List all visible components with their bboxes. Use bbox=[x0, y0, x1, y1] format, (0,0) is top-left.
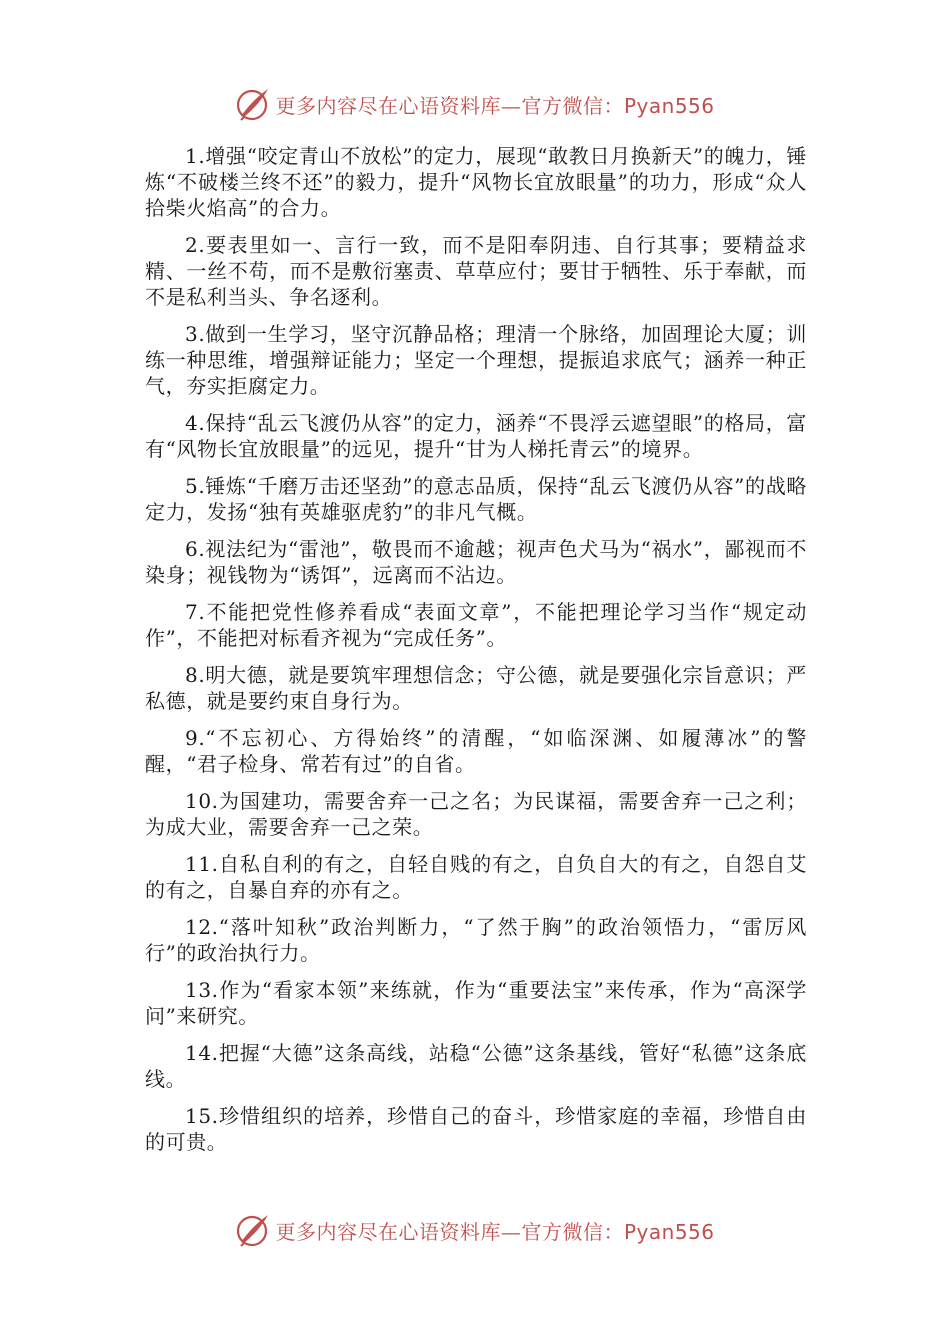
list-item: 3.做到一生学习，坚守沉静品格；理清一个脉络，加固理论大厦；训练一种思维，增强辩证能力；坚定一个理想，提振追求底气；涵养一种正气，夯实拒腐定力。 bbox=[145, 322, 807, 398]
list-item: 9.“不忘初心、方得始终”的清醒，“如临深渊、如履薄冰”的警醒，“君子检身、常若有过”的自省。 bbox=[145, 726, 807, 776]
header-banner-text: 更多内容尽在心语资料库—官方微信：Pyan556 bbox=[275, 93, 715, 118]
quill-pen-logo-icon bbox=[235, 1212, 271, 1248]
list-item: 15.珍惜组织的培养，珍惜自己的奋斗，珍惜家庭的幸福，珍惜自由的可贵。 bbox=[145, 1104, 807, 1154]
footer-banner-text: 更多内容尽在心语资料库—官方微信：Pyan556 bbox=[275, 1219, 715, 1244]
list-item: 12.“落叶知秋”政治判断力，“了然于胸”的政治领悟力，“雷厉风行”的政治执行力。 bbox=[145, 915, 807, 965]
list-item: 6.视法纪为“雷池”，敬畏而不逾越；视声色犬马为“祸水”，鄙视而不染身；视钱物为“诱饵”，远离而不沾边。 bbox=[145, 537, 807, 587]
list-item: 5.锤炼“千磨万击还坚劲”的意志品质，保持“乱云飞渡仍从容”的战略定力，发扬“独有英雄驱虎豹”的非凡气概。 bbox=[145, 474, 807, 524]
list-item: 8.明大德，就是要筑牢理想信念；守公德，就是要强化宗旨意识；严私德，就是要约束自身行为。 bbox=[145, 663, 807, 713]
wechat-id: Pyan556 bbox=[623, 1219, 715, 1244]
quill-pen-logo-icon bbox=[235, 86, 271, 122]
list-item: 14.把握“大德”这条高线，站稳“公德”这条基线，管好“私德”这条底线。 bbox=[145, 1041, 807, 1091]
list-item: 10.为国建功，需要舍弃一己之名；为民谋福，需要舍弃一己之利；为成大业，需要舍弃一己之荣。 bbox=[145, 789, 807, 839]
list-item: 1.增强“咬定青山不放松”的定力，展现“敢教日月换新天”的魄力，锤炼“不破楼兰终不还”的毅力，提升“风物长宜放眼量”的功力，形成“众人拾柴火焰高”的合力。 bbox=[145, 144, 807, 220]
document-body bbox=[145, 143, 807, 1166]
wechat-id: Pyan556 bbox=[623, 93, 715, 118]
header-banner bbox=[0, 84, 950, 124]
list-item: 4.保持“乱云飞渡仍从容”的定力，涵养“不畏浮云遮望眼”的格局，富有“风物长宜放眼量”的远见，提升“甘为人梯托青云”的境界。 bbox=[145, 411, 807, 461]
list-item: 13.作为“看家本领”来练就，作为“重要法宝”来传承，作为“高深学问”来研究。 bbox=[145, 978, 807, 1028]
list-item: 2.要表里如一、言行一致，而不是阳奉阴违、自行其事；要精益求精、一丝不苟，而不是敷衍塞责、草草应付；要甘于牺牲、乐于奉献，而不是私利当头、争名逐利。 bbox=[145, 233, 807, 309]
list-item: 11.自私自利的有之，自轻自贱的有之，自负自大的有之，自怨自艾的有之，自暴自弃的亦有之。 bbox=[145, 852, 807, 902]
list-item: 7.不能把党性修养看成“表面文章”，不能把理论学习当作“规定动作”，不能把对标看齐视为“完成任务”。 bbox=[145, 600, 807, 650]
footer-banner bbox=[0, 1210, 950, 1250]
